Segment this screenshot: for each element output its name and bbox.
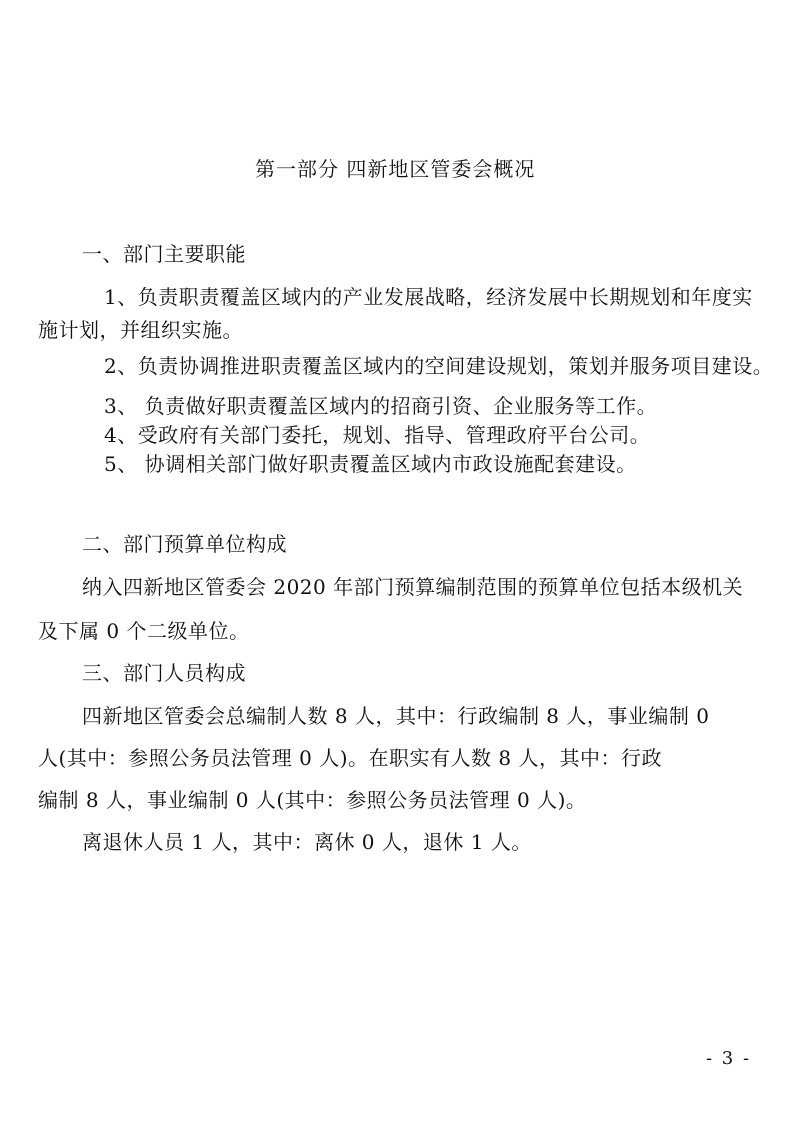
staff-line-3: 编制 8 人，事业编制 0 人(其中：参照公务员法管理 0 人)。 (38, 788, 587, 812)
function-item-1: 1、负责职责覆盖区域内的产业发展战略，经济发展中长期规划和年度实 (104, 285, 753, 309)
function-item-2: 2、负责协调推进职责覆盖区域内的空间建设规划，策划并服务项目建设。 (104, 354, 774, 378)
function-item-5: 5、 协调相关部门做好职责覆盖区域内市政设施配套建设。 (104, 452, 637, 476)
function-item-3: 3、 负责做好职责覆盖区域内的招商引资、企业服务等工作。 (104, 394, 658, 418)
staff-line-1: 四新地区管委会总编制人数 8 人，其中：行政编制 8 人，事业编制 0 (82, 704, 710, 728)
page-title: 第一部分 四新地区管委会概况 (255, 157, 536, 181)
budget-units-line-2: 及下属 0 个二级单位。 (38, 619, 250, 643)
function-item-4: 4、受政府有关部门委托，规划、指导、管理政府平台公司。 (104, 423, 651, 447)
staff-line-4: 离退休人员 1 人，其中：离休 0 人，退休 1 人。 (82, 830, 532, 854)
page-number: - 3 - (706, 1048, 752, 1069)
staff-line-2: 人(其中：参照公务员法管理 0 人)。在职实有人数 8 人，其中：行政 (38, 746, 662, 770)
section-heading-staff: 三、部门人员构成 (82, 661, 246, 685)
budget-units-line-1: 纳入四新地区管委会 2020 年部门预算编制范围的预算单位包括本级机关 (82, 575, 744, 599)
function-item-1-continued: 施计划，并组织实施。 (38, 318, 243, 342)
section-heading-budget-units: 二、部门预算单位构成 (82, 532, 287, 556)
section-heading-functions: 一、部门主要职能 (82, 242, 246, 266)
